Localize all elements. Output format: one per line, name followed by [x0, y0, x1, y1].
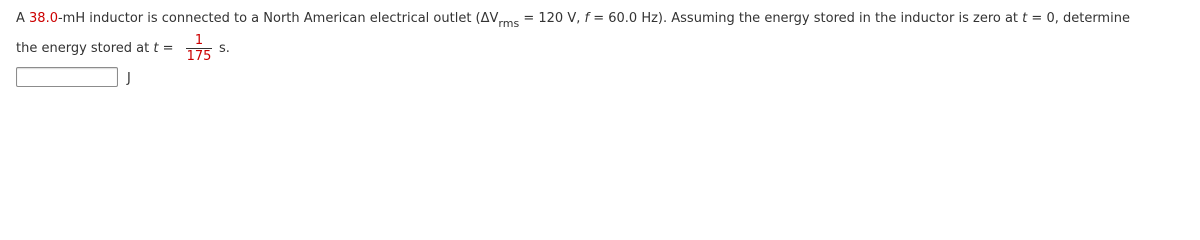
time-fraction	[186, 33, 212, 64]
inductance-value: 38.0	[29, 11, 58, 26]
question-line-1	[16, 10, 1130, 28]
question-text: = 0, determine	[1027, 11, 1130, 26]
time-unit: s.	[219, 41, 230, 56]
fraction-numerator: 1	[194, 33, 204, 48]
answer-input[interactable]	[16, 67, 118, 87]
question-text: A	[16, 11, 30, 26]
question-text: the energy stored at	[16, 41, 154, 56]
question-line-2	[16, 40, 174, 58]
rms-subscript: rms	[498, 17, 520, 30]
f-symbol: f	[584, 11, 590, 26]
voltage-unit: V,	[563, 11, 585, 26]
fraction-denominator: 175	[186, 49, 212, 64]
equals-sign: =	[589, 11, 609, 26]
frequency-value: 60.0	[608, 11, 638, 26]
t-symbol: t	[1022, 11, 1028, 26]
question-text: Hz). Assuming the energy stored in the inductor is zero at	[637, 11, 1023, 26]
question-text: -mH inductor is connected to a North American electrical outlet (	[57, 11, 481, 26]
equals-sign: =	[519, 11, 539, 26]
answer-unit: J	[127, 71, 131, 86]
voltage-value: 120	[538, 11, 564, 26]
equals-sign: =	[158, 41, 174, 56]
t-symbol: t	[153, 41, 159, 56]
delta-v-symbol: ΔV	[480, 11, 499, 26]
